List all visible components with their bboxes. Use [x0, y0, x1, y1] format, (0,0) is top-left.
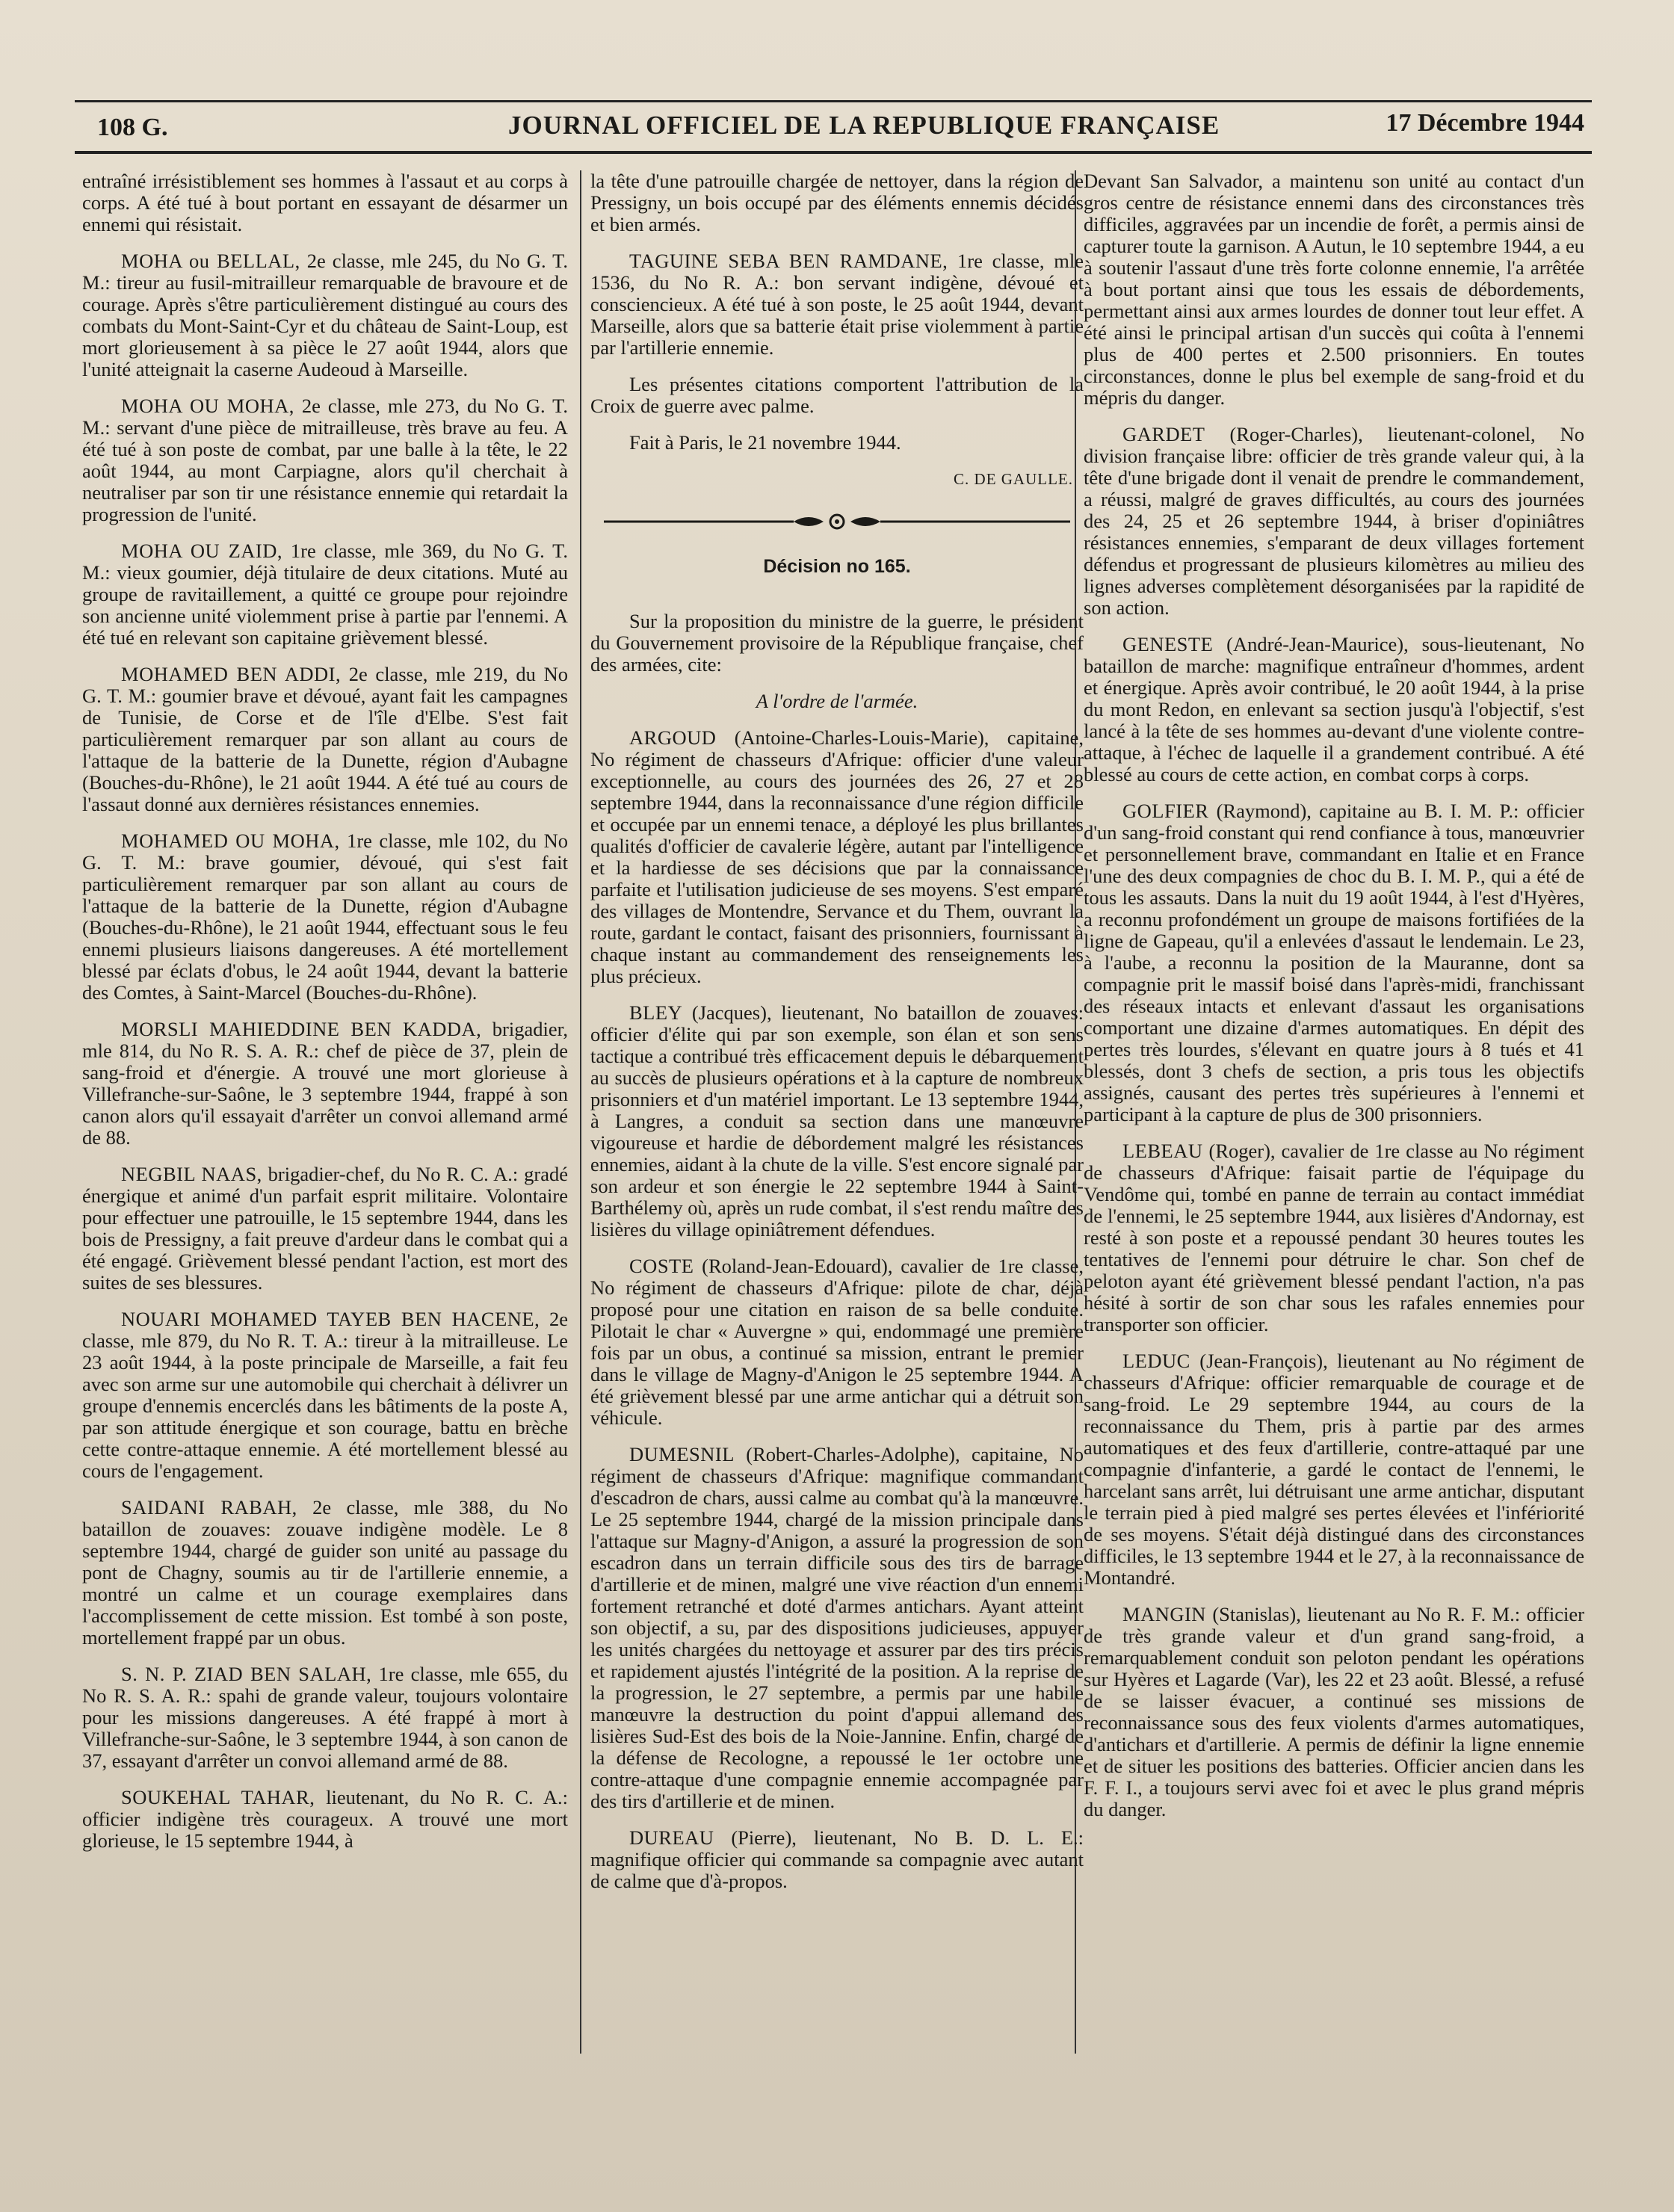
citation-paragraph [1084, 1350, 1584, 1589]
citation-name: TAGUINE SEBA BEN RAMDANE, [629, 250, 948, 272]
citation-name: DUMESNIL [629, 1443, 735, 1465]
citation-name: NEGBIL NAAS, [121, 1163, 262, 1185]
citation-paragraph [1084, 424, 1584, 619]
citation-name: MOHAMED BEN ADDI, [121, 663, 342, 685]
header-rule [75, 151, 1592, 154]
order-line: A l'ordre de l'armée. [756, 690, 918, 712]
citation-text: 1re classe, mle 102, du No G. T. M.: brave goumier, dévoué, qui s'est fait particulièrement remarquer par son allant au cours de l'attaque de la batterie de la Dunette, région d'Aubagne (Bouches-du-Rhône), le 21 août 1944, effectuant sous le feu ennemi plusieurs liaisons dangereuses. A été mortellement blessé par éclats d'obus, le 24 août 1944, devant la batterie des Comtes, à Saint-Marcel (Bouches-du-Rhône). [82, 830, 568, 1004]
citation-paragraph [82, 1663, 568, 1772]
citation-paragraph [82, 830, 568, 1004]
citation-paragraph [82, 1164, 568, 1294]
citation-name: MOHA OU ZAID, [121, 540, 282, 562]
citation-name: COSTE [629, 1255, 694, 1277]
citation-paragraph [82, 1787, 568, 1852]
citation-text: 1re classe, mle 1536, du No R. A.: bon servant indigène, dévoué et consciencieux. A été tué à son poste, le 25 août 1944, devant Marseille, alors que sa batterie était prise violemment à partie par l'artillerie ennemie. [590, 250, 1084, 359]
citation-text: (Jacques), lieutenant, No bataillon de zouaves: officier d'élite qui par son exemple, son élan et son sens tactique a contribué très efficacement depuis le débarquement au succès de plusieurs opérations et à la capture de nombreux prisonniers et d'un matériel important. Le 13 septembre 1944, à Langres, a conduit sa section dans une manœuvre vigoureuse et hardie de débordement malgré les résistances ennemies, aidant à la chute de la ville. S'est encore signalé par son ardeur et son énergie le 22 septembre 1944 à Saint-Barthélemy où, après un rude combat, il s'est rendu maître des lisières du village opiniâtrement défendues. [590, 1001, 1084, 1241]
citation-text: 1re classe, mle 655, du No R. S. A. R.: spahi de grande valeur, toujours volontaire pour les missions dangereuses. A été frappé à mort à Villefranche-sur-Saône, le 3 septembre 1944, à son canon de 37, essayant d'arrêter un convoi allemand armé de 88. [82, 1663, 568, 1772]
citation-text: Fait à Paris, le 21 novembre 1944. [629, 431, 901, 454]
citation-name: MOHA OU MOHA, [121, 395, 294, 417]
citation-text: 2e classe, mle 273, du No G. T. M.: servant d'une pièce de mitrailleuse, très brave au feu. A été tué à son poste de combat, par une balle à la tête, le 22 août 1944, au mont Carpiagne, alors qu'il cherchait à neutraliser par son tir une résistance ennemie qui retardait la progression de l'unité. [82, 395, 568, 525]
citation-paragraph [82, 664, 568, 815]
citation-paragraph [82, 1497, 568, 1649]
citation-name: SAIDANI RABAH, [121, 1496, 297, 1519]
citation-name: S. N. P. ZIAD BEN SALAH, [121, 1663, 372, 1685]
ornamental-rule [590, 507, 1084, 537]
citation-name: DUREAU [629, 1826, 714, 1849]
citation-name: MOHAMED OU MOHA, [121, 830, 340, 852]
citation-name: SOUKEHAL TAHAR, [121, 1786, 315, 1808]
citation-name: BLEY [629, 1001, 683, 1024]
citation-paragraph [82, 540, 568, 649]
citation-paragraph [82, 1019, 568, 1149]
citation-paragraph [590, 1002, 1084, 1241]
citation-paragraph [82, 250, 568, 380]
top-rule [75, 100, 1592, 102]
citation-text: (Stanislas), lieutenant au No R. F. M.: officier de très grande valeur et d'un grand sang-froid, a remarquablement conduit son peloton pendant les opérations sur Hyères et Lagarde (Var), les 22 et 23 août. Blessé, a refusé de se laisser évacuer, a continué ses missions de reconnaissance sous des feux violents d'armes automatiques, d'antichars et d'artillerie. A permis de définir la ligne ennemie et de situer les positions des batteries. Officier ancien dans les F. F. I., a toujours servi avec foi et avec le plus grand mépris du danger. [1084, 1603, 1584, 1820]
column-divider [580, 170, 581, 2054]
citation-text: 2e classe, mle 388, du No bataillon de zouaves: zouave indigène modèle. Le 8 septembre 1944, chargé de guider son unité au passage du pont de Chagny, soumis au tir de l'artillerie ennemie, a montré un calme et un courage exemplaires dans l'accomplissement de cette mission. Est tombé à son poste, mortellement frappé par un obus. [82, 1496, 568, 1649]
citation-text: lieutenant, du No R. C. A.: officier indigène très courageux. A trouvé une mort glorieuse, le 15 septembre 1944, à [82, 1786, 568, 1852]
preamble: Sur la proposition du ministre de la guerre, le président du Gouvernement provisoire de la République française, chef des armées, cite: [590, 610, 1084, 676]
citation-paragraph [82, 395, 568, 525]
citation-text: Les présentes citations comportent l'attribution de la Croix de guerre avec palme. [590, 373, 1084, 417]
citation-paragraph [590, 1444, 1084, 1812]
citation-text: 2e classe, mle 879, du No R. T. A.: tireur à la mitrailleuse. Le 23 août 1944, à la poste principale de Marseille, a fait feu avec son arme sur une automobile qui cherchait à délivrer un groupe d'ennemis encerclés dans les bâtiments de la poste A, par son attitude énergique et son courage, battu en brèche cette contre-attaque ennemie. A été mortellement blessé au cours de l'engagement. [82, 1308, 568, 1482]
citation-text: (Roger), cavalier de 1re classe au No régiment de chasseurs d'Afrique: faisait partie de l'équipage du Vendôme qui, tombé en panne de terrain au contact immédiat de l'ennemi, le 25 septembre 1944, aux lisières d'Andornay, est resté à son poste et a repoussé pendant 30 heures toutes les tentatives de l'ennemi pour détruire le char. Son chef de peloton ayant été grièvement blessé pendant l'action, n'a pas hésité à sortir de son char sous les rafales ennemies pour transporter son officier. [1084, 1140, 1584, 1335]
citation-paragraph [1084, 634, 1584, 785]
page-number: 108 G. [97, 114, 168, 141]
citation-paragraph [590, 727, 1084, 987]
citation-text: 2e classe, mle 219, du No G. T. M.: goumier brave et dévoué, ayant fait les campagnes de Tunisie, de Corse et de l'île d'Elbe. S'est fait particulièrement remarquer par son allant au cours de l'attaque de la batterie de la Dunette, région d'Aubagne (Bouches-du-Rhône), le 21 août 1944. A été tué au cours de l'assaut donné aux dernières résistances ennemies. [82, 663, 568, 815]
citation-name: ARGOUD [629, 726, 717, 749]
citation-text: 2e classe, mle 245, du No G. T. M.: tireur au fusil-mitrailleur remarquable de bravoure et de courage. Après s'être particulièrement distingué au cours des combats du Mont-Saint-Cyr et du château de Saint-Loup, est mort glorieusement à sa pièce le 27 août 1944, alors que l'unité atteignait la caserne Audeoud à Marseille. [82, 250, 568, 380]
citation-paragraph [82, 1309, 568, 1482]
citation-name: GOLFIER [1122, 800, 1209, 822]
citation-paragraph [590, 170, 1084, 235]
citation-paragraph [590, 1827, 1084, 1892]
citation-paragraph [1084, 1604, 1584, 1820]
column-3 [1084, 170, 1584, 2083]
page-header [75, 105, 1592, 149]
citation-text: brigadier, mle 814, du No R. S. A. R.: chef de pièce de 37, plein de sang-froid et d'énergie. A trouvé une mort glorieuse à Villefranche-sur-Saône, le 3 septembre 1944, frappé à son canon alors qu'il essayait d'arrêter un convoi allemand armé de 88. [82, 1018, 568, 1149]
citation-text: (Robert-Charles-Adolphe), capitaine, No régiment de chasseurs d'Afrique: magnifique commandant d'escadron de chars, aussi calme au combat qu'à la manœuvre. Le 25 septembre 1944, chargé de la mission principale dans l'attaque sur Magny-d'Anigon, a assuré la progression de son escadron dans un terrain difficile sous des tirs de barrage d'artillerie et de minen, malgré une vive réaction d'un ennemi fortement retranché et doté d'armes antichars. Ayant atteint son objectif, a su, par des dispositions judicieuses, appuyer les unités chargées du nettoyage et assurer par des tirs précis et rapidement ajustés l'intégrité de la position. A la reprise de la progression, le 27 septembre, a permis par une habile manœuvre la destruction du point d'appui allemand des lisières Sud-Est des bois de la Noie-Jannine. Enfin, chargé de la défense de Recologne, a repoussé le 1er octobre une contre-attaque d'une compagnie ennemie accompagnée par des tirs d'artillerie et de minen. [590, 1443, 1084, 1812]
citation-name: MOHA ou BELLAL, [121, 250, 300, 272]
column-2-bottom [590, 727, 1084, 1892]
citation-text: (Antoine-Charles-Louis-Marie), capitaine, No régiment de chasseurs d'Afrique: officier d'une valeur exceptionnelle, au cours des journées des 26, 27 et 28 septembre 1944, dans la reconnaissance d'une région difficile et occupée par un ennemi tenace, a déployé les plus brillantes qualités d'officier de cavalerie légère, autant par l'intelligence et la hardiesse de ses décisions que par la connaissance parfaite et l'utilisation judicieuse de ses moyens. S'est emparé des villages de Montendre, Servance et du Them, ouvrant la route, gardant le contact, faisant des prisonniers, fournissant à chaque instant au commandement des renseignements les plus précieux. [590, 726, 1084, 987]
citation-name: MORSLI MAHIEDDINE BEN KADDA, [121, 1018, 482, 1040]
citation-text: (Pierre), lieutenant, No B. D. L. E.: magnifique officier qui commande sa compagnie avec autant de calme que d'à-propos. [590, 1826, 1084, 1892]
citation-paragraph [1084, 170, 1584, 409]
decision-title: Décision no 165. [763, 556, 911, 577]
citation-paragraph [590, 1255, 1084, 1429]
citation-name: LEDUC [1122, 1350, 1190, 1372]
citation-paragraph [590, 250, 1084, 359]
citation-text: brigadier-chef, du No R. C. A.: gradé énergique et animé d'un parfait esprit militaire. Volontaire pour effectuer une patrouille, le 15 septembre 1944, dans les bois de Pressigny, a fait preuve d'ardeur dans le combat qui a été engagé. Grièvement blessé pendant l'action, est mort des suites de ses blessures. [82, 1163, 568, 1294]
citation-paragraph [590, 374, 1084, 417]
citation-text: (Roger-Charles), lieutenant-colonel, No division française libre: officier de très grande valeur qui, à la tête d'une brigade dont il venait de prendre le commandement, a réussi, malgré de graves difficultés, au cours des journées des 24, 25 et 26 septembre 1944, à briser d'opiniâtres résistances ennemies, s'emparant de deux villages fortement défendus et progressant de plusieurs kilomètres au milieu des lignes adverses complètement désorganisées par la rapidité de son action. [1084, 423, 1584, 619]
citation-paragraph [1084, 800, 1584, 1125]
citation-text: entraîné irrésistiblement ses hommes à l'assaut et au corps à corps. A été tué à bout portant en essayant de désarmer un ennemi qui résistait. [82, 170, 568, 235]
citation-text: la tête d'une patrouille chargée de nettoyer, dans la région de Pressigny, un bois occupé par des éléments ennemis décidés et bien armés. [590, 170, 1084, 235]
journal-title: JOURNAL OFFICIEL DE LA REPUBLIQUE FRANÇAISE [508, 111, 1220, 140]
citation-text: 1re classe, mle 369, du No G. T. M.: vieux goumier, déjà titulaire de deux citations. Muté au groupe de ravitaillement, a quitté ce groupe pour rejoindre son ancienne unité violemment prise à partie par l'ennemi. A été tué en relevant son capitaine grièvement blessé. [82, 540, 568, 649]
citation-name: MANGIN [1122, 1603, 1206, 1625]
citation-paragraph [82, 170, 568, 235]
citation-paragraph [590, 432, 1084, 454]
citation-name: LEBEAU [1122, 1140, 1203, 1162]
citation-name: GENESTE [1122, 633, 1214, 655]
citation-text: (Jean-François), lieutenant au No régiment de chasseurs d'Afrique: officier remarquable de courage et de sang-froid. Le 29 septembre 1944, au cours de la reconnaissance du Them, pris à partie par des armes automatiques et des feux d'artillerie, contre-attaqué par une compagnie d'infanterie, a gardé le contact de l'ennemi, le harcelant sans arrêt, lui détruisant une arme antichar, disputant le terrain pied à pied malgré ses pertes élevées et l'infériorité de ses moyens. S'était déjà distingué dans des circonstances difficiles, le 13 septembre 1944 et le 27, à la reconnaissance de Montandré. [1084, 1350, 1584, 1589]
citation-text: (Roland-Jean-Edouard), cavalier de 1re classe, No régiment de chasseurs d'Afrique: pilote de char, déjà proposé pour une citation en raison de sa belle conduite. Pilotait le char « Auvergne » qui, endommagé une première fois par un obus, a continué sa mission, entrant le premier dans le village de Magny-d'Anigon le 25 septembre 1944. A été grièvement blessé par une arme antichar qui a détruit son véhicule. [590, 1255, 1084, 1429]
column-2 [590, 170, 1084, 2083]
column-1 [82, 170, 568, 2083]
issue-date: 17 Décembre 1944 [1386, 109, 1584, 137]
citation-paragraph [1084, 1140, 1584, 1335]
ornament-divider-icon [590, 507, 1084, 537]
citation-text: (Raymond), capitaine au B. I. M. P.: officier d'un sang-froid constant qui rend confiance à tous, manœuvrier et personnellement brave, commandant en Italie et en France l'une des deux compagnies de choc du B. I. M. P., qui a été de tous les assauts. Dans la nuit du 19 août 1944, à l'est d'Hyères, a reconnu profondément un groupe de maisons fortifiées de la ligne de Gapeau, qu'il a enlevées d'assaut le lendemain. Le 23, à l'aube, a reconnu la position de la Mauranne, dont sa compagnie prit le massif boisé dans l'après-midi, franchissant des réseaux intacts et enlevant d'assaut les organisations comportant une dizaine d'armes automatiques. En dépit des pertes très lourdes, s'élevant en quatre jours à 8 tués et 41 blessés, dont 3 chefs de section, a pris tous les objectifs assignés, causant des pertes très supérieures à l'ennemi et participant à la capture de plus de 300 prisonniers. [1084, 800, 1584, 1125]
citation-name: NOUARI MOHAMED TAYEB BEN HACENE, [121, 1308, 540, 1330]
citation-text: (André-Jean-Maurice), sous-lieutenant, No bataillon de marche: magnifique entraîneur d'hommes, ardent et énergique. Après avoir contribué, le 20 août 1944, à la prise du mont Redon, en enlevant sa section jusqu'à l'objectif, s'est lancé à la tête de ses hommes au-devant d'une violente contre-attaque, à l'échec de laquelle il a grandement contribué. A été blessé au cours de cette action, en combat corps à corps. [1084, 633, 1584, 785]
signature: C. DE GAULLE. [954, 470, 1073, 488]
citation-name: GARDET [1122, 423, 1205, 445]
citation-text: Devant San Salvador, a maintenu son unité au contact d'un gros centre de résistance ennemi dans des circonstances très difficiles, aggravées par un incendie de forêt, a permis ainsi de capturer toute la garnison. A Autun, le 10 septembre 1944, a eu à soutenir l'assaut d'une très forte colonne ennemie, l'a arrêtée à bout portant ainsi que tous les essais de débordements, permettant ainsi aux armes lourdes de donner tout leur effet. A été ainsi le principal artisan d'un succès qui coûta à l'ennemi plus de 400 pertes et 2.500 prisonniers. En toutes circonstances, donne le plus bel exemple de sang-froid et du mépris du danger. [1084, 170, 1584, 409]
column-2-top [590, 170, 1084, 454]
